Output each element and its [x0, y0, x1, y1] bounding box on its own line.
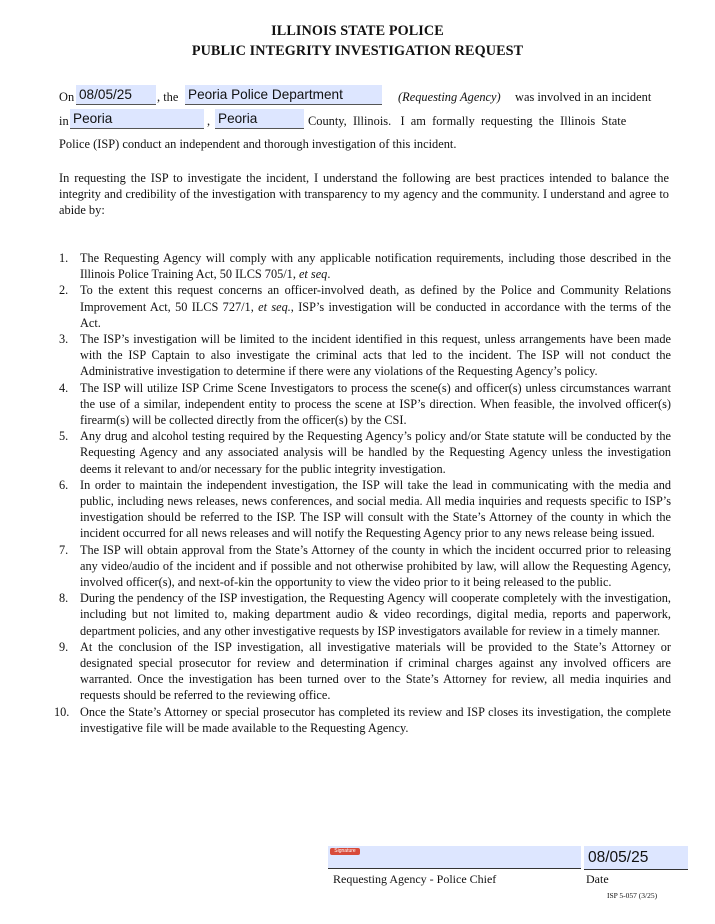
intro-was-involved: was involved in an incident	[515, 90, 652, 104]
list-item: 7. The ISP will obtain approval from the State’s Attorney of the county in which the incident occurred prior to releasing any video/audio of the incident and if possible and not otherwise prohibited by law, will allow the Requesting Agency, involved officer(s), and next-of-kin the opportunity to view the video prior to it being released to the public.	[59, 542, 671, 590]
requesting-agency-field[interactable]: Peoria Police Department	[185, 85, 382, 105]
list-item: 6. In order to maintain the independent investigation, the ISP will take the lead in communicating with the media and public, including news releases, news conferences, and social media. All media inquiries and requests specific to ISP’s investigation should be referred to the ISP. The ISP will consult with the State’s Attorney of the county in which the incident occurred for all news releases and will notify the Requesting Agency prior to any news release being issued.	[59, 477, 671, 541]
city-field[interactable]: Peoria	[70, 109, 204, 129]
intro-the: , the	[157, 90, 179, 104]
header-form-title: PUBLIC INTEGRITY INVESTIGATION REQUEST	[191, 43, 524, 59]
intro-line2-rest: County, Illinois. I am formally requesting the Illinois State	[308, 114, 627, 128]
date-label: Date	[586, 872, 609, 886]
intro-in: in	[59, 114, 69, 128]
intro-on: On	[59, 90, 75, 104]
list-item: 9. At the conclusion of the ISP investigation, all investigative materials will be provided to the State’s Attorney or designated special prosecutor for review and determination if criminal charges against any involved officers are warranted. Once the investigation has been turned over to the State’s Attorney for review, all media inquiries and requests should be referred to the reviewing office.	[59, 639, 671, 703]
header-agency: ILLINOIS STATE POLICE	[271, 23, 444, 39]
list-item: 4. The ISP will utilize ISP Crime Scene Investigators to process the scene(s) and officer(s) unless circumstances warrant the use of a similar, independent entity to process the scene at ISP’s direction. When feasible, the involved officer(s) firearm(s) will be collected directly from the officer(s) by the CSI.	[59, 380, 671, 428]
intro-comma: ,	[207, 114, 211, 128]
list-item: 3. The ISP’s investigation will be limited to the incident identified in this request, unless arrangements have been made with the ISP Captain to also investigate the criminal acts that led to the incident. The ISP will not conduct the Administrative investigation to determine if there were any violations of the Requesting Agency’s policy.	[59, 332, 671, 379]
agency-note: (Requesting Agency)	[398, 90, 501, 104]
list-item: 10. Once the State’s Attorney or special prosecutor has completed its review and ISP closes its investigation, the complete investigative file will be made available to the Requesting Agency.	[54, 704, 671, 735]
list-item: 1. The Requesting Agency will comply with any applicable notification requirements, including those described in the Illinois Police Training Act, 50 ILCS 705/1, et seq.	[59, 251, 671, 282]
understanding-paragraph: In requesting the ISP to investigate the incident, I understand the following are best practices intended to balance the integrity and credibility of the investigation with transparency to my agency and the community. I understand and agree to abide by:	[59, 171, 669, 218]
incident-date-field[interactable]: 08/05/25	[76, 85, 156, 105]
county-field[interactable]: Peoria	[215, 109, 304, 129]
signature-field[interactable]	[328, 846, 581, 869]
intro-line3: Police (ISP) conduct an independent and thorough investigation of this incident.	[59, 137, 457, 151]
form-number: ISP 5-057 (3/25)	[607, 891, 658, 900]
list-item: 5. Any drug and alcohol testing required by the Requesting Agency’s policy and/or State statute will be conducted by the Requesting Agency and any associated analysis will be handled by the Requesting Agency unless the investigation deems it relevant to and/or necessary for the public integrity investigation.	[59, 429, 671, 476]
signature-label: Requesting Agency - Police Chief	[333, 872, 497, 886]
practices-list	[0, 250, 715, 736]
list-item: 2. To the extent this request concerns an officer-involved death, as defined by the Police and Community Relations Improvement Act, 50 ILCS 727/1, et seq., ISP’s investigation will be conducted in accordance with the terms of the Act.	[59, 283, 672, 330]
list-item: 8. During the pendency of the ISP investigation, the Requesting Agency will cooperate completely with the investigation, including but not limited to, making department audio & video recordings, digital media, reports and paperwork, department policies, and any other investigative requests by ISP investigators available for review in a timely manner.	[59, 591, 671, 638]
signature-date-field[interactable]: 08/05/25	[584, 846, 688, 870]
signature-stamp: Signature	[330, 848, 360, 855]
